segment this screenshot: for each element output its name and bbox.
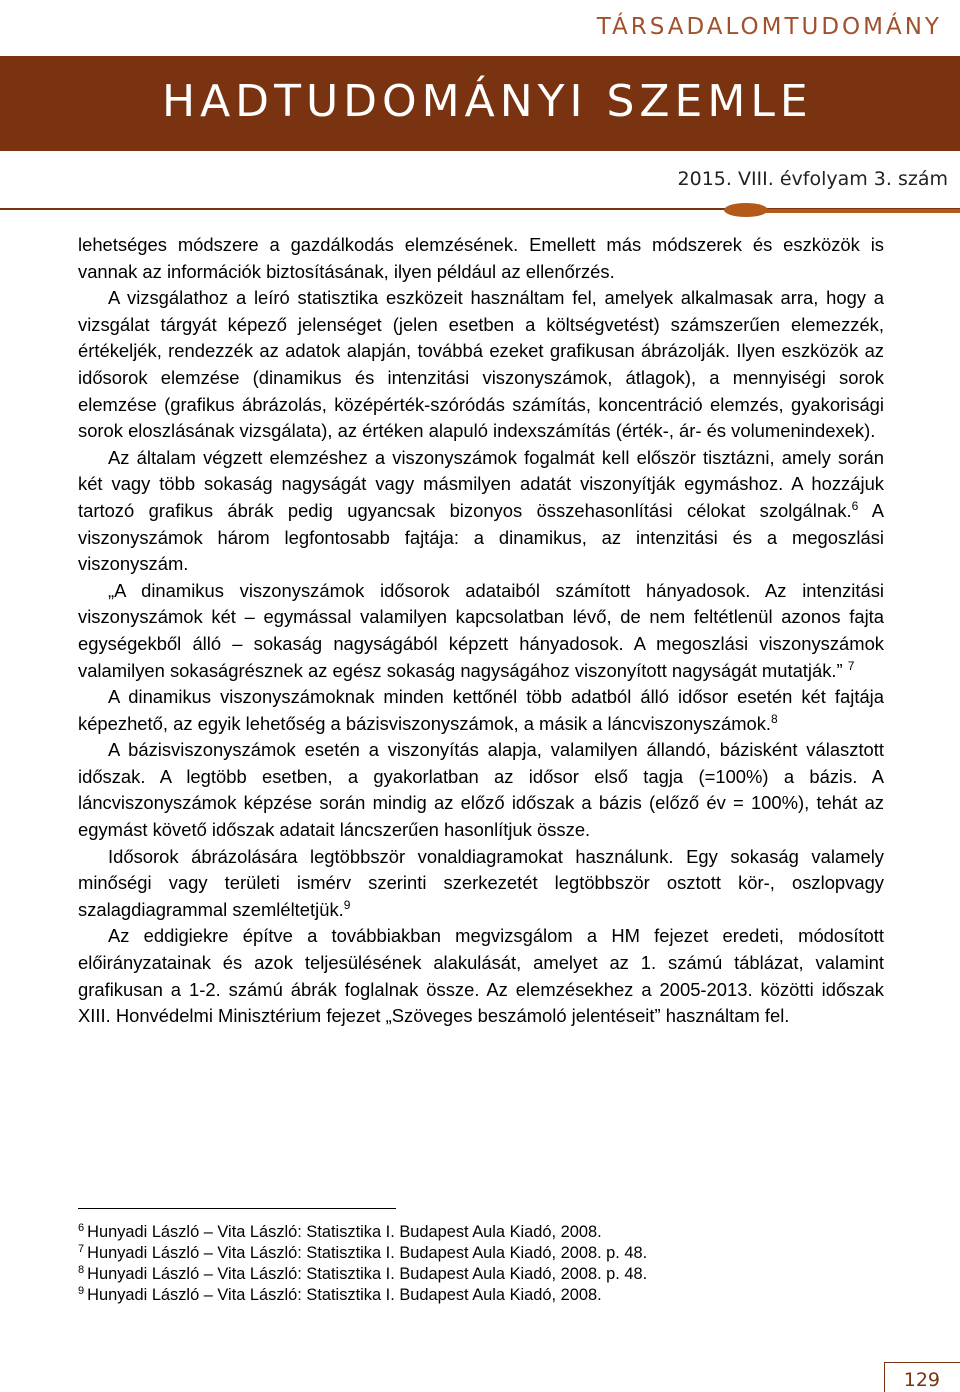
paragraph-5 bbox=[78, 684, 884, 737]
paragraph-3-text-b: A viszonyszámok három legfontosabb fajtája: a dinamikus, az intenzitási és a megoszlási viszonyszám. bbox=[78, 499, 884, 575]
footnote-text: Hunyadi László – Vita László: Statisztika I. Budapest Aula Kiadó, 2008. bbox=[87, 1223, 602, 1241]
paragraph-4-text: „A dinamikus viszonyszámok idősorok adataiból számított hányadosok. Az intenzitási viszonyszámok két – egymással valamilyen kapcsolatban lévő, de nem feltétlenül azonos fajta egységekből álló – sokaság nagyságából képzett hányadosok. A megoszlási viszonyszámok valamilyen sokaságrésznek az egész sokaság nagyságához viszonyított nagyságát mutatják.” bbox=[78, 579, 884, 681]
journal-title: HADTUDOMÁNYI SZEMLE bbox=[162, 76, 813, 127]
footnotes bbox=[78, 1222, 884, 1306]
footnote-item bbox=[78, 1285, 884, 1306]
footnote-separator bbox=[78, 1208, 396, 1209]
paragraph-3 bbox=[78, 445, 884, 578]
footnote-item bbox=[78, 1264, 884, 1285]
paragraph-3-text-a: Az általam végzett elemzéshez a viszonyszámok fogalmát kell először tisztázni, amely során két vagy több sokaság nagyságát vagy másmilyen adatát viszonyítják egymáshoz. A hozzájuk tartozó grafikus ábrák pedig ugyancsak bizonyos összehasonlítási célokat szolgálnak. bbox=[78, 446, 884, 521]
article-body bbox=[78, 232, 884, 1030]
footnote-ref-7[interactable]: 7 bbox=[847, 658, 855, 673]
page-number: 129 bbox=[903, 1369, 940, 1391]
footnote-text: Hunyadi László – Vita László: Statisztika I. Budapest Aula Kiadó, 2008. bbox=[87, 1286, 602, 1304]
footnote-ref-6[interactable]: 6 bbox=[851, 498, 859, 513]
issue-info: 2015. VIII. évfolyam 3. szám bbox=[677, 168, 948, 190]
footnote-number: 8 bbox=[78, 1263, 85, 1276]
footnote-number: 7 bbox=[78, 1242, 85, 1255]
paragraph-7-text: Idősorok ábrázolására legtöbbször vonaldiagramokat használunk. Egy sokaság valamely minőségi vagy területi ismérv szerinti szerkezetét legtöbbször osztott kör-, oszlopvagy szalagdiagrammal szemléltetjük. bbox=[78, 845, 884, 920]
paragraph-5-text: A dinamikus viszonyszámoknak minden kettőnél több adatból álló idősor esetén két fajtája képezhető, az egyik lehetőség a bázisviszonyszámok, a másik a láncviszonyszámok. bbox=[78, 686, 884, 734]
ornament-line bbox=[766, 209, 960, 213]
footnote-ref-9[interactable]: 9 bbox=[343, 897, 351, 912]
paragraph-6: A bázisviszonyszámok esetén a viszonyítás alapja, valamilyen állandó, bázisként választott időszak. A legtöbb esetben, a gyakorlatban az idősor első tagja (=100%) a bázis. A láncviszonyszámok képzése során mindig az előző időszak a bázis (előző év = 100%), tehát az egymást követő időszak adatait láncszerűen hasonlítjuk össze. bbox=[78, 739, 884, 841]
footnote-number: 6 bbox=[78, 1221, 85, 1234]
paragraph-4 bbox=[78, 578, 884, 684]
paragraph-1: lehetséges módszere a gazdálkodás elemzésének. Emellett más módszerek és eszközök is vannak az információk biztosításának, ilyen például az ellenőrzés. bbox=[78, 234, 884, 282]
footnote-item bbox=[78, 1222, 884, 1243]
footnote-item bbox=[78, 1243, 884, 1264]
ornament-ellipse bbox=[724, 203, 768, 217]
paragraph-8: Az eddigiekre építve a továbbiakban megvizsgálom a HM fejezet eredeti, módosított előirányzatainak és azok teljesülésének alakulását, amelyet az 1. számú táblázat, valamint grafikusan a 1-2. számú ábrák foglalnak össze. Az elemzésekhez a 2005-2013. közötti időszak XIII. Honvédelmi Minisztérium fejezet „Szöveges beszámoló jelentéseit” használtam fel. bbox=[78, 925, 884, 1027]
paragraph-2: A vizsgálathoz a leíró statisztika eszközeit használtam fel, amelyek alkalmasak arra, hogy a vizsgálat tárgyát képező jelenséget (jelen esetben a költségvetést) számszerűen elemezzék, értékeljék, rendezzék az adatok alapján, továbbá ezeket grafikusan ábrázolják. Ilyen eszközök az idősorok elemzése (dinamikus és intenzitási viszonyszámok, átlagok), a mennyiségi sorok elemzése (grafikus ábrázolás, középérték-szóródás számítás, koncentráció elemzés, gyakorisági sorok eloszlásának vizsgálata), az értéken alapuló indexszámítás (érték-, ár- és volumenindexek). bbox=[78, 287, 884, 442]
paragraph-7 bbox=[78, 844, 884, 924]
footnote-ref-8[interactable]: 8 bbox=[771, 711, 778, 726]
footnote-text: Hunyadi László – Vita László: Statisztika I. Budapest Aula Kiadó, 2008. p. 48. bbox=[87, 1265, 648, 1283]
section-label: TÁRSADALOMTUDOMÁNY bbox=[596, 14, 942, 40]
footnote-text: Hunyadi László – Vita László: Statisztika I. Budapest Aula Kiadó, 2008. p. 48. bbox=[87, 1244, 648, 1262]
footnote-number: 9 bbox=[78, 1284, 85, 1297]
